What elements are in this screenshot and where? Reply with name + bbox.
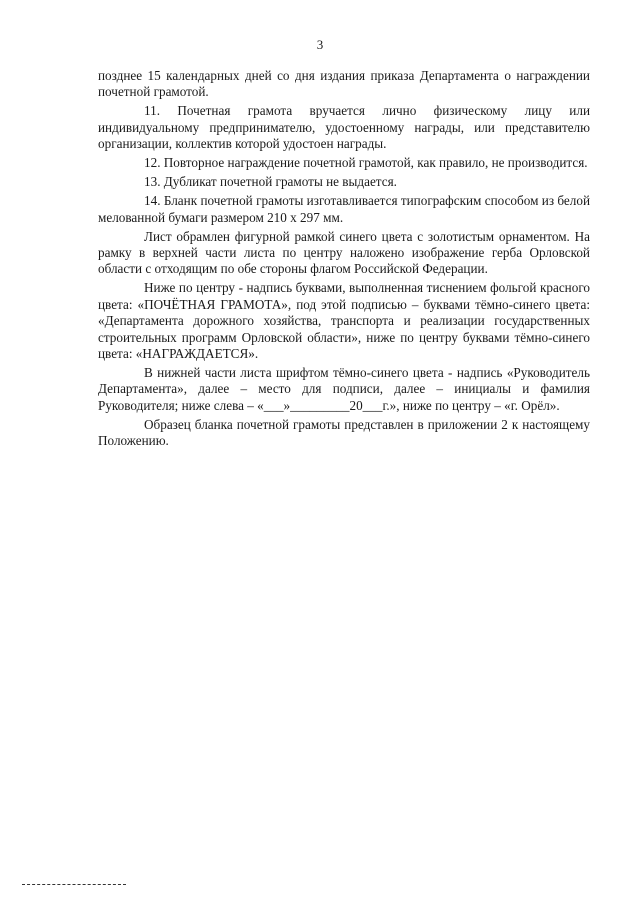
- paragraph-continuation: позднее 15 календарных дней со дня издания приказа Департамента о награждении почетной грамотой.: [98, 68, 590, 100]
- paragraph-frame-description: Лист обрамлен фигурной рамкой синего цвета с золотистым орнаментом. На рамку в верхней части листа по центру наложено изображение герба Орловской области с отходящим по обе стороны флагом Российской Федерации.: [98, 228, 590, 277]
- paragraph-item-13: 13. Дубликат почетной грамоты не выдается.: [144, 174, 397, 190]
- page-number: 3: [316, 37, 324, 52]
- paragraph-bottom-description: В нижней части листа шрифтом тёмно-синего цвета - надпись «Руководитель Департамента», далее – место для подписи, далее – инициалы и фамилия Руководителя; ниже слева – «___»_________20___г.», ниже по центру – «г. Орёл».: [98, 365, 590, 413]
- paragraph-item-14: 14. Бланк почетной грамоты изготавливается типографским способом из белой мелованной бумаги размером 210 х 297 мм.: [98, 193, 590, 225]
- paragraph-item-12: 12. Повторное награждение почетной грамотой, как правило, не производится.: [144, 155, 588, 171]
- paragraph-sample-reference: Образец бланка почетной грамоты представлен в приложении 2 к настоящему Положению.: [98, 416, 590, 449]
- paragraph-title-description: Ниже по центру - надпись буквами, выполненная тиснением фольгой красного цвета: «ПОЧЁТНАЯ ГРАМОТА», под этой подписью – буквами тёмно-синего цвета: «Департамента дорожного хозяйства, транспорта и реализации государственных строительных программ Орловской области», ниже по центру буквами тёмно-синего цвета: «НАГРАЖДАЕТСЯ».: [98, 280, 590, 362]
- footer-divider: [22, 884, 126, 885]
- document-body: [98, 68, 590, 452]
- paragraph-item-11: 11. Почетная грамота вручается лично физическому лицу или индивидуальному предпринимателю, удостоенному награды, или представителю организации, коллектив которой удостоен награды.: [98, 103, 590, 152]
